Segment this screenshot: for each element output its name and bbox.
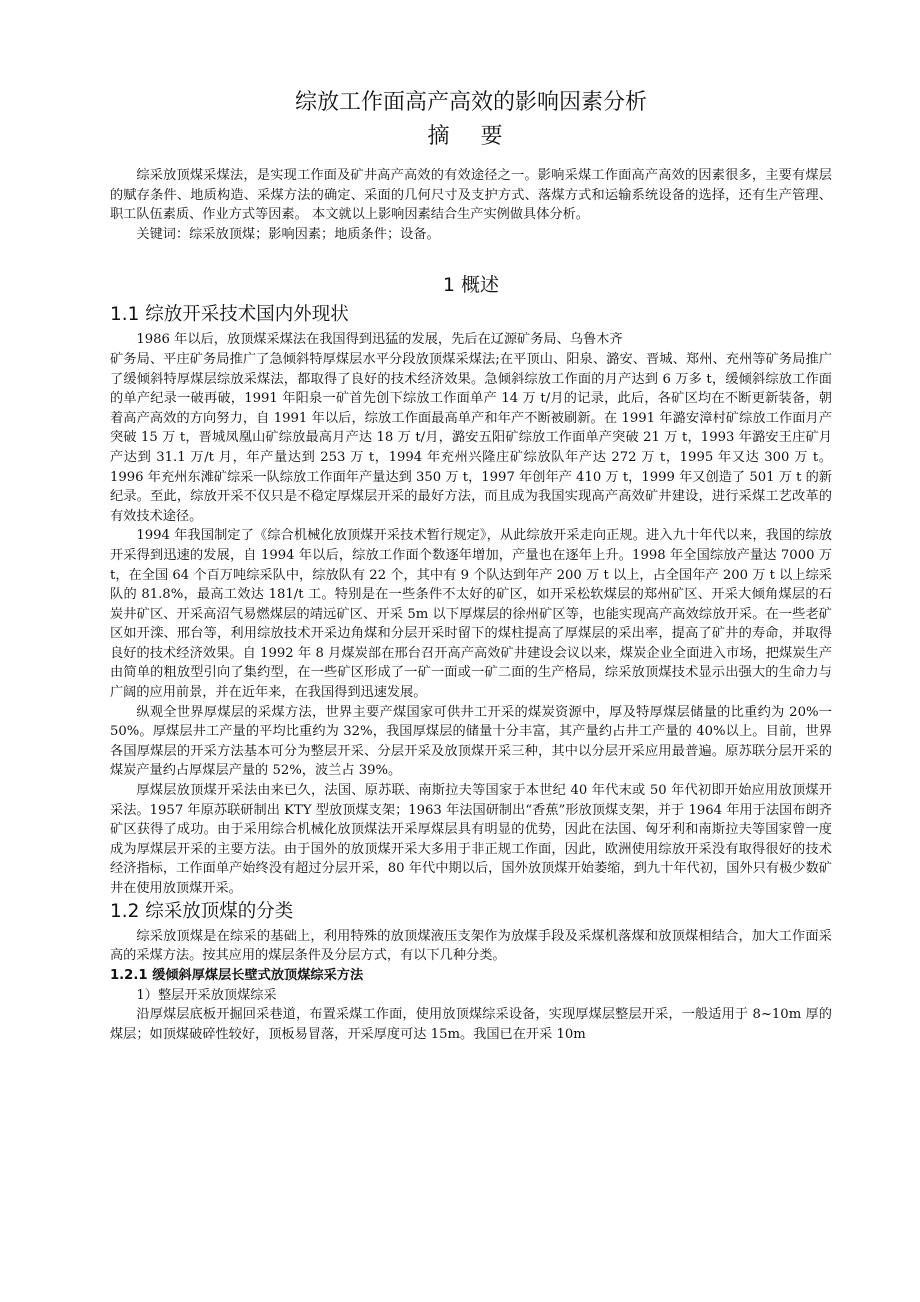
paragraph: 综采放顶煤是在综采的基础上，利用特殊的放顶煤液压支架作为放煤手段及采煤机落煤和放顶煤相结合，加大工作面采高的采煤方法。按其应用的煤层条件及分层方式，有以下几种分类。 [110, 928, 832, 964]
chapter-heading: 1 概述 [442, 274, 500, 297]
section-heading: 1.2 综采放顶煤的分类 [110, 900, 294, 922]
paragraph-continuation: 矿务局、平庄矿务局推广了急倾斜特厚煤层水平分段放顶煤采煤法;在平顶山、阳泉、潞安、晋城、郑州、充州等矿务局推广了缓倾斜特厚煤层综放采煤法，都取得了良好的技术经济效果。急倾斜综放工作面的月产达到 6 万多 t，缓倾斜综放工作面的单产纪录一破再破，1991 年阳泉一矿首先创下综放工作面单产 14 万 t/月的记录，此后，各矿区均在不断更新装备，朝着高产高效的方向努力，自 1991 年以后，综放工作面最高单产和年产不断被刷新。在 1991 年潞安漳村矿综放工作面月产突破 15 万 t，晋城凤凰山矿综放最高月产达 18 万 t/月，潞安五阳矿综放工作面单产突破 21 万 t，1993 年潞安王庄矿月产达到 31.1 万/t 月，年产量达到 253 万 t，1994 年充州兴隆庄矿综放队年产达 272 万 t，1995 年又达 300 万 t。1996 年充州东滩矿综采一队综放工作面年产量达到 350 万 t，1997 年创年产 410 万 t，1999 年又创造了 501 万 t 的新纪录。至此，综放开采不仅只是不稳定厚煤层开采的最好方法，而且成为我国实现高产高效矿井建设，进行采煤工艺改革的有效技术途径。 [110, 351, 832, 524]
subsection-heading: 1.2.1 缓倾斜厚煤层长壁式放顶煤综采方法 [110, 967, 364, 983]
list-item: 1）整层开采放顶煤综采 [136, 987, 277, 1003]
keywords-line: 关键词：综采放顶煤；影响因素；地质条件；设备。 [136, 226, 440, 242]
paragraph: 沿厚煤层底板开掘回采巷道，布置采煤工作面，使用放顶煤综采设备，实现厚煤层整层开采，一般适用于 8~10m 厚的煤层；如顶煤破碎性较好，顶板易冒落，开采厚度可达 15m。我国已在开采 10m [110, 1007, 832, 1042]
paragraph: 厚煤层放顶煤开采法由来已久，法国、原苏联、南斯拉夫等国家于本世纪 40 年代末或 50 年代初即开始应用放顶煤开采法。1957 年原苏联研制出 KTY 型放顶煤支架；1963 年法国研制出“香蕉”形放顶煤支架，并于 1964 年用于法国布朗齐矿区获得了成功。由于采用综合机械化放顶煤法开采厚煤层具有明显的优势，因此在法国、匈牙利和南斯拉夫等国家曾一度成为厚煤层开采的主要方法。由于国外的放顶煤开采大多用于非正规工作面，因此，欧洲使用综放开采没有取得很好的技术经济指标，工作面单产始终没有超过分层开采，80 年代中期以后，国外放顶煤开始萎缩，到九十年代初，国外只有极少数矿井在使用放顶煤开采。 [110, 783, 832, 896]
document-title: 综放工作面高产高效的影响因素分析 [294, 90, 647, 115]
abstract-paragraph: 综采放顶煤采煤法，是实现工作面及矿井高产高效的有效途径之一。影响采煤工作面高产高效的因素很多，主要有煤层的赋存条件、地质构造、采煤方法的确定、采面的几何尺寸及支护方式、落煤方式和运输系统设备的选择，还有生产管理、职工队伍素质、作业方式等因素。 本文就以上影响因素结合生产实例做具体分析。 [110, 168, 832, 223]
paragraph-first-line: 1986 年以后，放顶煤采煤法在我国得到迅猛的发展，先后在辽源矿务局、乌鲁木齐 [136, 332, 623, 348]
document-page [110, 88, 832, 1045]
abstract-heading: 摘 要 [427, 124, 515, 149]
section-heading: 1.1 综放开采技术国内外现状 [110, 304, 349, 326]
paragraph: 纵观全世界厚煤层的采煤方法，世界主要产煤国家可供井工开采的煤炭资源中，厚及特厚煤层储量的比重约为 20%一 50%。厚煤层井工产量的平均比重约为 32%，我国厚煤层的储量十分丰富，其产量约占井工产量的 40%以上。目前，世界各国厚煤层的开采方法基本可分为整层开采、分层开采及放顶煤开采三种，其中以分层开采应用最普遍。原苏联分层开采的煤炭产量约占厚煤层产量的 52%，波兰占 39%。 [110, 704, 832, 779]
paragraph: 1994 年我国制定了《综合机械化放顶煤开采技术暂行规定》，从此综放开采走向正规。进入九十年代以来，我国的综放开采得到迅速的发展，自 1994 年以后，综放工作面个数逐年增加，产量也在逐年上升。1998 年全国综放产量达 7000 万 t，在全国 64 个百万吨综采队中，综放队有 22 个，其中有 9 个队达到年产 200 万 t 以上，占全国年产 200 万 t 以上综采队的 81.8%，最高工效达 181/t 工。特别是在一些条件不太好的矿区，如开采松软煤层的郑州矿区、开采大倾角煤层的石炭井矿区、开采高沼气易燃煤层的靖远矿区、开采 5m 以下厚煤层的徐州矿区等，也能实现高产高效综放开采。在一些老矿区如开滦、邢台等，利用综放技术开采边角煤和分层开采时留下的煤柱提高了厚煤层的采出率，提高了矿井的寿命，并取得良好的技术经济效果。自 1992 年 8 月煤炭部在邢台召开高产高效矿井建设会议以来，煤炭企业全面进入市场，把煤炭生产由简单的粗放型引向了集约型，在一些矿区形成了一矿一面或一矿二面的生产格局，综采放顶煤技术显示出强大的生命力与广阔的应用前景，并在近年来，在我国得到迅速发展。 [110, 528, 832, 701]
